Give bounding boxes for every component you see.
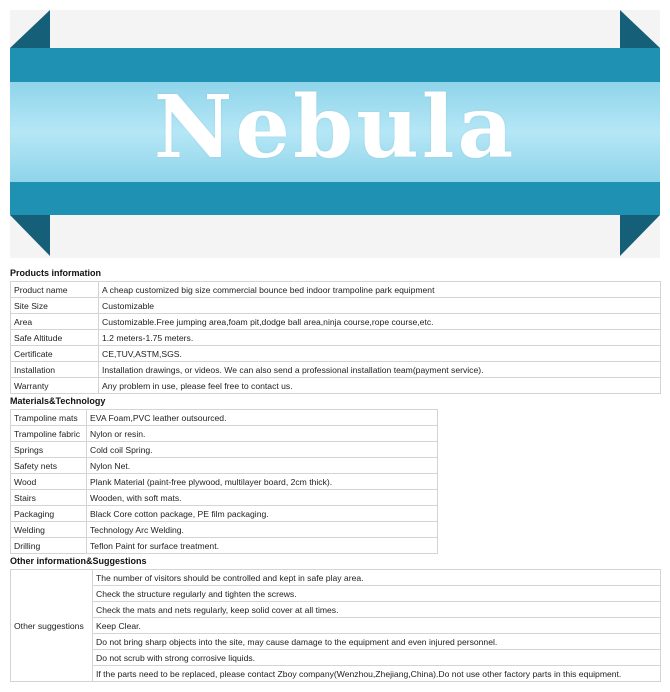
brand-banner <box>10 10 660 258</box>
table-row <box>11 378 661 394</box>
table-row <box>11 426 438 442</box>
table-row <box>11 282 661 298</box>
suggestions-label: Other suggestions <box>11 570 93 682</box>
suggestion-item: Check the structure regularly and tighten the screws. <box>93 586 661 602</box>
row-value: Nylon Net. <box>87 458 438 474</box>
other-heading: Other information&Suggestions <box>10 556 147 566</box>
table-row <box>11 618 661 634</box>
row-value: Wooden, with soft mats. <box>87 490 438 506</box>
table-row <box>11 650 661 666</box>
table-row <box>11 474 438 490</box>
row-value: Cold coil Spring. <box>87 442 438 458</box>
row-value: Technology Arc Welding. <box>87 522 438 538</box>
row-value: A cheap customized big size commercial bounce bed indoor trampoline park equipment <box>99 282 661 298</box>
table-row <box>11 346 661 362</box>
row-value: Installation drawings, or videos. We can also send a professional installation team(payment service). <box>99 362 661 378</box>
row-value: CE,TUV,ASTM,SGS. <box>99 346 661 362</box>
row-value: Nylon or resin. <box>87 426 438 442</box>
row-key: Wood <box>11 474 87 490</box>
table-row <box>11 362 661 378</box>
table-row <box>11 442 438 458</box>
row-key: Safe Altitude <box>11 330 99 346</box>
row-key: Trampoline mats <box>11 410 87 426</box>
suggestion-item: Check the mats and nets regularly, keep solid cover at all times. <box>93 602 661 618</box>
table-row <box>11 330 661 346</box>
row-key: Product name <box>11 282 99 298</box>
ribbon-fold-top-left <box>10 10 50 48</box>
table-row <box>11 410 438 426</box>
table-row <box>11 522 438 538</box>
row-value: EVA Foam,PVC leather outsourced. <box>87 410 438 426</box>
brand-logo-text: Nebula <box>153 77 517 178</box>
row-value: 1.2 meters-1.75 meters. <box>99 330 661 346</box>
row-key: Drilling <box>11 538 87 554</box>
row-value: Teflon Paint for surface treatment. <box>87 538 438 554</box>
table-row <box>11 570 661 586</box>
materials-table <box>10 409 438 554</box>
ribbon-bottom-band <box>10 182 660 215</box>
row-key: Welding <box>11 522 87 538</box>
table-row <box>11 634 661 650</box>
row-key: Stairs <box>11 490 87 506</box>
ribbon-fold-top-right <box>620 10 660 48</box>
table-row <box>11 314 661 330</box>
table-row <box>11 586 661 602</box>
row-key: Trampoline fabric <box>11 426 87 442</box>
row-key: Site Size <box>11 298 99 314</box>
suggestion-item: Do not scrub with strong corrosive liquids. <box>93 650 661 666</box>
row-key: Area <box>11 314 99 330</box>
table-row <box>11 506 438 522</box>
suggestions-table <box>10 569 661 682</box>
suggestion-item: The number of visitors should be controlled and kept in safe play area. <box>93 570 661 586</box>
row-value: Any problem in use, please feel free to contact us. <box>99 378 661 394</box>
products-heading: Products information <box>10 268 102 278</box>
table-row <box>11 666 661 682</box>
row-key: Safety nets <box>11 458 87 474</box>
row-value: Customizable.Free jumping area,foam pit,dodge ball area,ninja course,rope course,etc. <box>99 314 661 330</box>
row-key: Packaging <box>11 506 87 522</box>
table-row <box>11 538 438 554</box>
suggestion-item: Do not bring sharp objects into the site, may cause damage to the equipment and even injured personnel. <box>93 634 661 650</box>
row-value: Customizable <box>99 298 661 314</box>
suggestion-item: If the parts need to be replaced, please contact Zboy company(Wenzhou,Zhejiang,China).Do not use other factory parts in this equipment. <box>93 666 661 682</box>
products-table <box>10 281 661 394</box>
table-row <box>11 458 438 474</box>
row-key: Installation <box>11 362 99 378</box>
materials-heading: Materials&Technology <box>10 396 106 406</box>
row-value: Black Core cotton package, PE film packaging. <box>87 506 438 522</box>
table-row <box>11 490 438 506</box>
ribbon-fold-bottom-left <box>10 215 50 256</box>
row-key: Springs <box>11 442 87 458</box>
row-key: Warranty <box>11 378 99 394</box>
suggestion-item: Keep Clear. <box>93 618 661 634</box>
table-row <box>11 602 661 618</box>
row-key: Certificate <box>11 346 99 362</box>
ribbon-fold-bottom-right <box>620 215 660 256</box>
row-value: Plank Material (paint-free plywood, multilayer board, 2cm thick). <box>87 474 438 490</box>
table-row <box>11 298 661 314</box>
